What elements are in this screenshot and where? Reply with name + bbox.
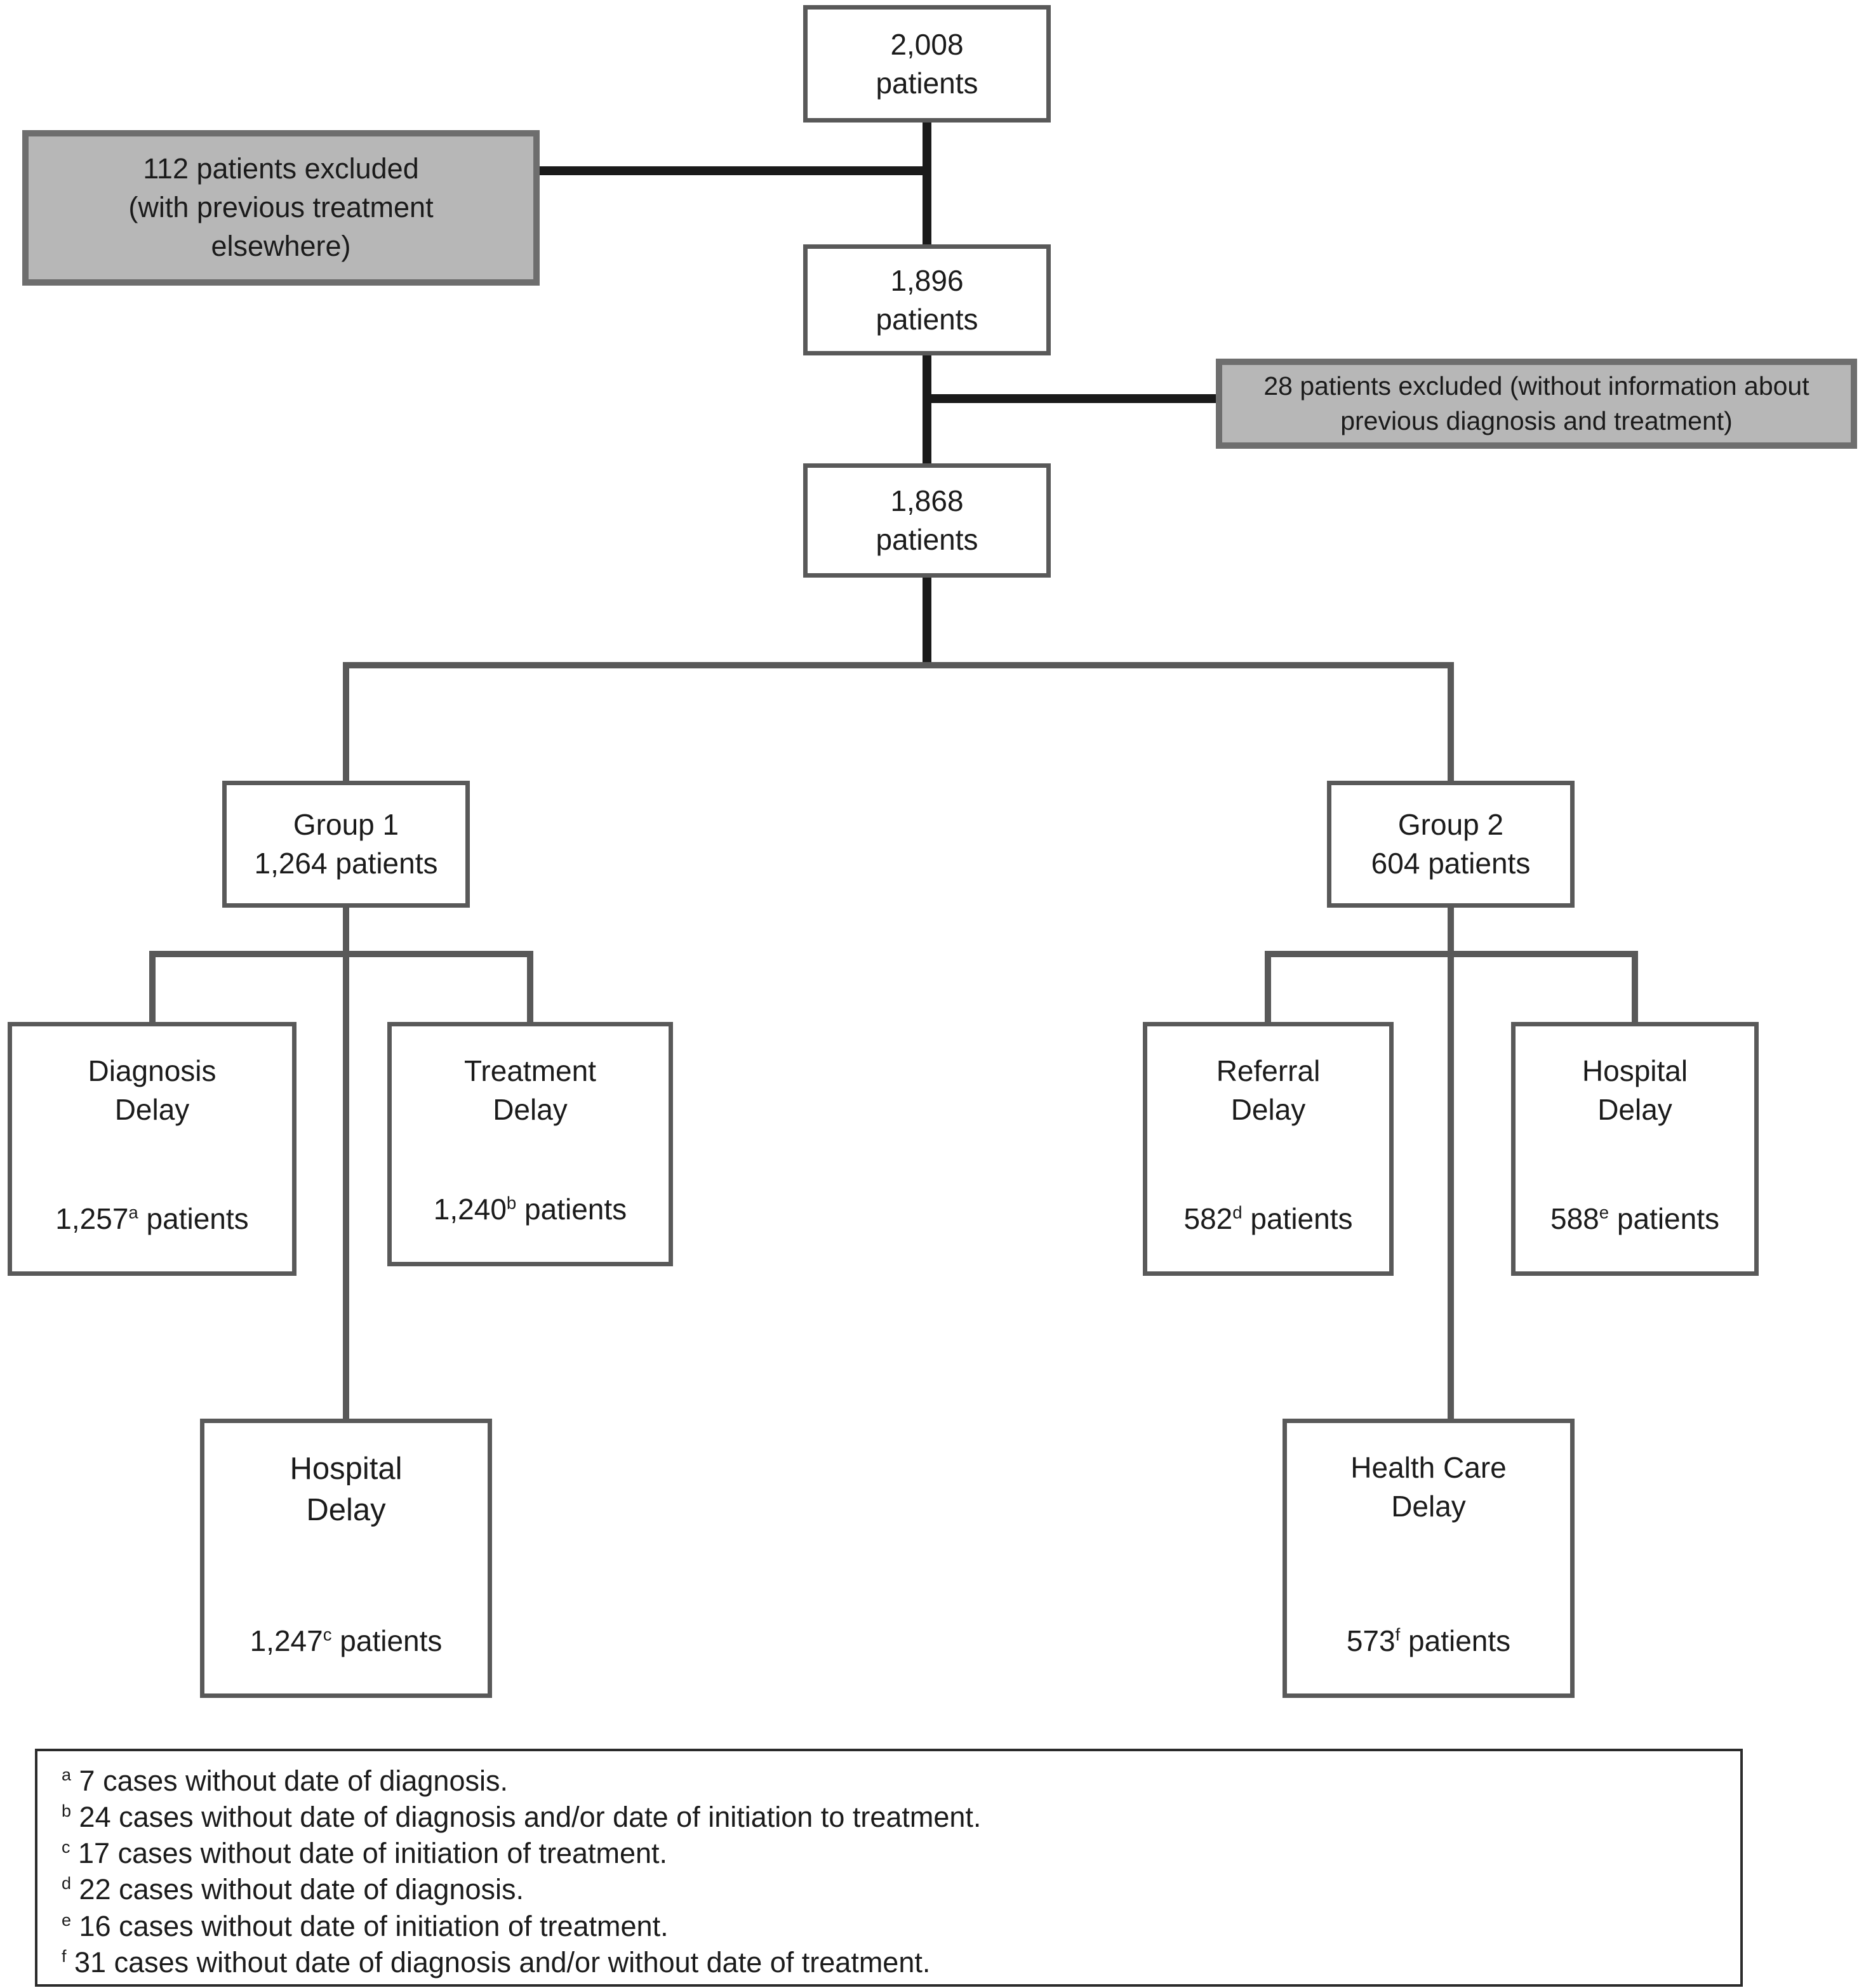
delay-count-value: 1,257 [55, 1202, 129, 1236]
node-label: patients [876, 302, 978, 336]
excluded-text: 28 patients excluded (without information about [1263, 371, 1809, 401]
footnote-marker: a [62, 1765, 72, 1784]
footnote-marker: d [1232, 1202, 1243, 1223]
node-treatment-delay [387, 1022, 673, 1266]
excluded-text: (with previous treatment [128, 191, 434, 224]
delay-count-unit: patients [1242, 1202, 1353, 1236]
node-value: 1,868 [890, 484, 964, 518]
excluded-note-1 [22, 130, 540, 286]
node-value: 1,896 [890, 263, 964, 297]
delay-count-unit: patients [138, 1202, 249, 1236]
delay-title [88, 1052, 217, 1129]
delay-count-unit: patients [1400, 1624, 1511, 1658]
delay-count-value: 1,240 [433, 1193, 507, 1226]
delay-count-value: 582 [1183, 1202, 1233, 1236]
connector-line [1632, 951, 1638, 1024]
footnote-marker: d [62, 1874, 72, 1893]
connector-line [923, 394, 1219, 403]
footnote-item [62, 1835, 1716, 1871]
excluded-text: elsewhere) [211, 229, 351, 262]
node-group-2 [1327, 781, 1575, 908]
delay-count [1550, 1200, 1719, 1238]
delay-count-value: 1,247 [250, 1624, 323, 1658]
delay-title-line: Hospital [1582, 1054, 1688, 1087]
connector-line [923, 123, 931, 246]
footnote-marker: f [62, 1946, 67, 1966]
excluded-text: 112 patients excluded [143, 152, 419, 185]
node-patients-2008 [803, 5, 1051, 123]
delay-title-line: Delay [1597, 1092, 1672, 1126]
delay-count-unit: patients [1609, 1202, 1719, 1236]
delay-count [434, 1190, 627, 1229]
delay-count [250, 1622, 443, 1660]
node-label: patients [876, 66, 978, 100]
footnote-text: 16 cases without date of initiation of treatment. [79, 1909, 669, 1942]
node-patients-1868 [803, 463, 1051, 578]
excluded-note-2 [1216, 359, 1857, 449]
footnote-text: 17 cases without date of initiation of treatment. [78, 1837, 668, 1870]
node-diagnosis-delay [8, 1022, 297, 1276]
group-title: Group 2 [1397, 808, 1504, 842]
node-health-care-delay [1283, 1419, 1575, 1698]
node-hospital-delay-group1 [200, 1419, 492, 1698]
footnote-marker: e [1599, 1202, 1609, 1223]
node-label: patients [876, 523, 978, 556]
delay-title-line: Delay [1230, 1092, 1306, 1126]
delay-title-line: Diagnosis [88, 1054, 217, 1087]
footnote-marker: a [128, 1202, 138, 1223]
delay-title-line: Treatment [464, 1054, 596, 1087]
connector-line [1448, 906, 1454, 1421]
node-group-1 [222, 781, 470, 908]
footnote-text: 22 cases without date of diagnosis. [79, 1873, 524, 1906]
delay-title [1350, 1448, 1506, 1525]
footnote-marker: e [62, 1910, 72, 1930]
connector-line [343, 906, 349, 1421]
group-count: 604 patients [1371, 847, 1531, 880]
delay-title-line: Delay [1391, 1489, 1466, 1523]
footnote-text: 7 cases without date of diagnosis. [79, 1765, 508, 1797]
group-count: 1,264 patients [254, 847, 438, 880]
connector-line [1448, 662, 1454, 783]
group-title: Group 1 [293, 808, 399, 842]
connector-line [149, 951, 533, 957]
footnote-item [62, 1799, 1716, 1835]
delay-title [1216, 1052, 1321, 1129]
connector-line [343, 662, 349, 783]
delay-count-unit: patients [516, 1193, 627, 1226]
connector-line [923, 354, 931, 465]
footnote-item [62, 1871, 1716, 1907]
connector-line [527, 951, 533, 1024]
delay-title-line: Delay [493, 1092, 568, 1126]
delay-title-line: Health Care [1350, 1451, 1507, 1484]
delay-title [464, 1052, 596, 1129]
node-patients-1896 [803, 244, 1051, 355]
connector-line [1265, 951, 1638, 957]
footnotes-box [35, 1749, 1743, 1987]
excluded-text: previous diagnosis and treatment) [1340, 406, 1733, 435]
footnote-marker: b [506, 1193, 517, 1213]
footnote-marker: c [323, 1624, 332, 1645]
connector-line [149, 951, 156, 1024]
footnote-text: 31 cases without date of diagnosis and/or without date of treatment. [74, 1945, 931, 1978]
node-hospital-delay-group2 [1511, 1022, 1759, 1276]
connector-line [923, 576, 931, 668]
delay-count-unit: patients [331, 1624, 443, 1658]
delay-count-value: 573 [1346, 1624, 1396, 1658]
delay-title [290, 1448, 402, 1530]
delay-title-line: Delay [306, 1492, 386, 1527]
node-value: 2,008 [890, 27, 964, 61]
delay-title-line: Delay [114, 1092, 190, 1126]
footnote-item [62, 1763, 1716, 1799]
footnote-item [62, 1944, 1716, 1980]
delay-count [1347, 1622, 1510, 1660]
node-referral-delay [1143, 1022, 1394, 1276]
delay-title-line: Referral [1216, 1054, 1321, 1087]
footnote-marker: c [62, 1838, 70, 1857]
delay-count [55, 1200, 248, 1238]
footnote-marker: f [1395, 1624, 1401, 1645]
footnote-item [62, 1908, 1716, 1944]
delay-count-value: 588 [1550, 1202, 1599, 1236]
connector-line [536, 166, 927, 175]
connector-line [343, 662, 1454, 668]
delay-count [1183, 1200, 1352, 1238]
delay-title [1582, 1052, 1688, 1129]
delay-title-line: Hospital [290, 1452, 403, 1486]
footnote-text: 24 cases without date of diagnosis and/or date of initiation to treatment. [79, 1801, 982, 1834]
footnote-marker: b [62, 1801, 72, 1821]
connector-line [1265, 951, 1271, 1024]
